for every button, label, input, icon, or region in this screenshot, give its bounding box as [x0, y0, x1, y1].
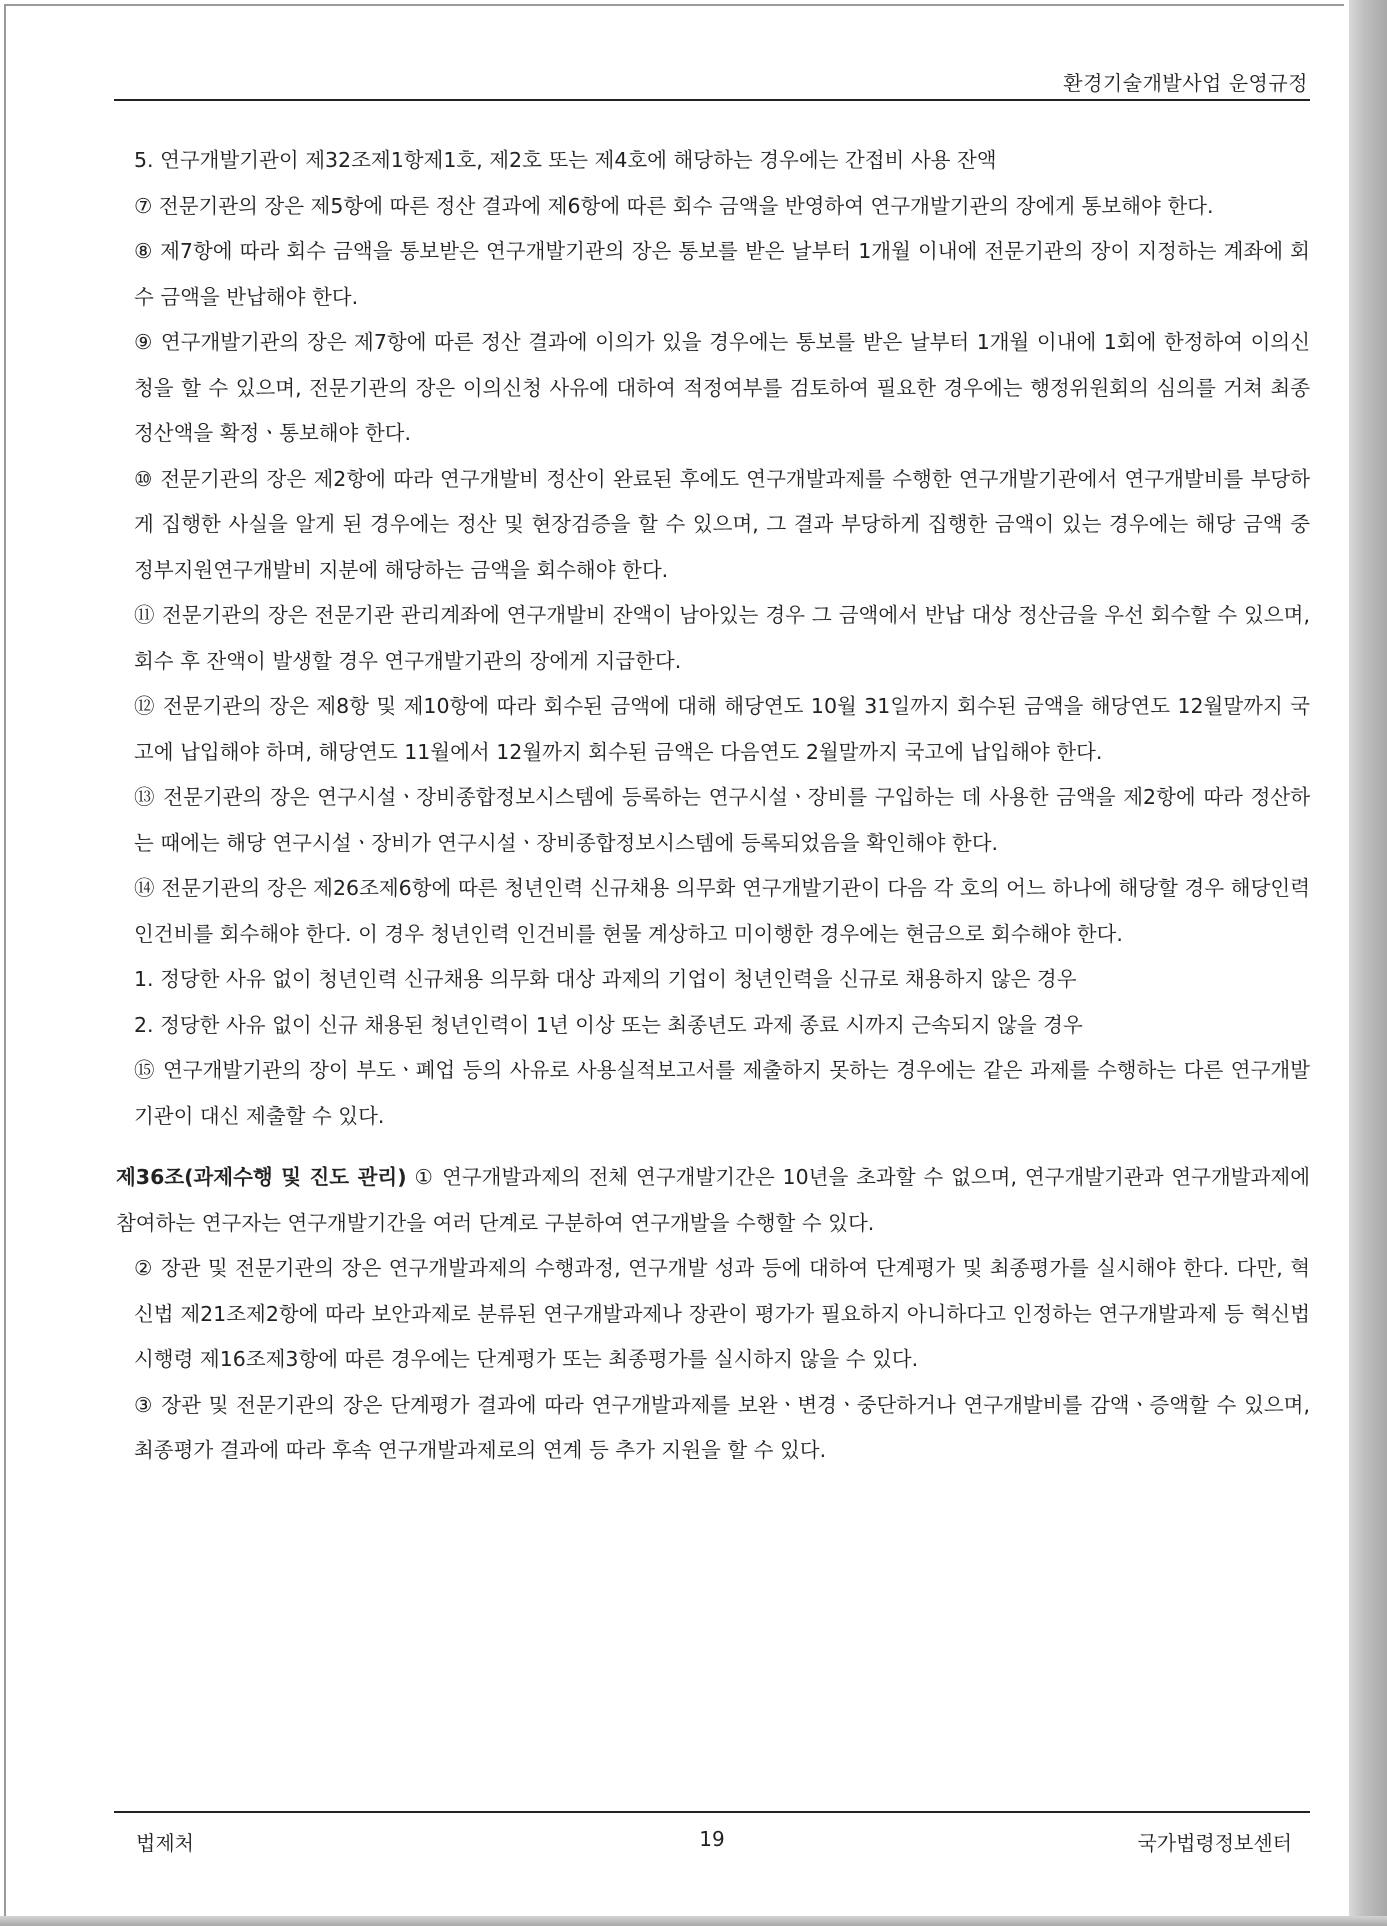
- page-edge-shadow-bottom: [0, 1916, 1387, 1926]
- paragraph: ⑧ 제7항에 따라 회수 금액을 통보받은 연구개발기관의 장은 통보를 받은 날부터 1개월 이내에 전문기관의 장이 지정하는 계좌에 회수 금액을 반납해야 한다.: [134, 239, 1310, 309]
- paragraph: ⑬ 전문기관의 장은 연구시설ㆍ장비종합정보시스템에 등록하는 연구시설ㆍ장비를 구입하는 데 사용한 금액을 제2항에 따라 정산하는 때에는 해당 연구시설ㆍ장비가 연구시설ㆍ장비종합정보시스템에 등록되었음을 확인해야 한다.: [134, 785, 1310, 855]
- paragraph: ⑮ 연구개발기관의 장이 부도ㆍ폐업 등의 사유로 사용실적보고서를 제출하지 못하는 경우에는 같은 과제를 수행하는 다른 연구개발기관이 대신 제출할 수 있다.: [134, 1058, 1310, 1128]
- footer-source: 국가법령정보센터: [1137, 1831, 1292, 1855]
- document-page: [4, 4, 1344, 1916]
- article-clause: ③ 장관 및 전문기관의 장은 단계평가 결과에 따라 연구개발과제를 보완ㆍ변경ㆍ중단하거나 연구개발비를 감액ㆍ증액할 수 있으며, 최종평가 결과에 따라 후속 연구개발과제로의 연계 등 추가 지원을 할 수 있다.: [134, 1392, 1310, 1462]
- article-clause: ② 장관 및 전문기관의 장은 연구개발과제의 수행과정, 연구개발 성과 등에 대하여 단계평가 및 최종평가를 실시해야 한다. 다만, 혁신법 제21조제2항에 따라 보안과제로 분류된 연구개발과제나 장관이 평가가 필요하지 아니하다고 인정하는 연구개발과제 등 혁신법 시행령 제16조제3항에 따른 경우에는 단계평가 또는 최종평가를 실시하지 않을 수 있다.: [134, 1256, 1310, 1371]
- document-body: [116, 138, 1310, 1474]
- paragraph: 1. 정당한 사유 없이 청년인력 신규채용 의무화 대상 과제의 기업이 청년인력을 신규로 채용하지 않은 경우: [134, 967, 1077, 991]
- section-gap: [134, 1139, 1310, 1155]
- page-header: [114, 61, 1310, 101]
- paragraph: ⑨ 연구개발기관의 장은 제7항에 따른 정산 결과에 이의가 있을 경우에는 통보를 받은 날부터 1개월 이내에 1회에 한정하여 이의신청을 할 수 있으며, 전문기관의 장은 이의신청 사유에 대하여 적정여부를 검토하여 필요한 경우에는 행정위원회의 심의를 거쳐 최종정산액을 확정ㆍ통보해야 한다.: [134, 330, 1310, 445]
- page-edge-shadow: [1349, 0, 1387, 1926]
- paragraph: 5. 연구개발기관이 제32조제1항제1호, 제2호 또는 제4호에 해당하는 경우에는 간접비 사용 잔액: [134, 148, 997, 172]
- article-36: [116, 1155, 1310, 1246]
- paragraph: ⑦ 전문기관의 장은 제5항에 따른 정산 결과에 제6항에 따른 회수 금액을 반영하여 연구개발기관의 장에게 통보해야 한다.: [134, 193, 1214, 218]
- footer-publisher: 법제처: [136, 1831, 194, 1855]
- article-clause-1: ① 연구개발과제의 전체 연구개발기간은 10년을 초과할 수 없으며, 연구개발기관과 연구개발과제에 참여하는 연구자는 연구개발기간을 여러 단계로 구분하여 연구개발을 수행할 수 있다.: [116, 1165, 1310, 1235]
- paragraph: ⑩ 전문기관의 장은 제2항에 따라 연구개발비 정산이 완료된 후에도 연구개발과제를 수행한 연구개발기관에서 연구개발비를 부당하게 집행한 사실을 알게 된 경우에는 정산 및 현장검증을 할 수 있으며, 그 결과 부당하게 집행한 금액이 있는 경우에는 해당 금액 중 정부지원연구개발비 지분에 해당하는 금액을 회수해야 한다.: [134, 466, 1310, 582]
- page-number: 19: [699, 1827, 725, 1851]
- paragraph: 2. 정당한 사유 없이 신규 채용된 청년인력이 1년 이상 또는 최종년도 과제 종료 시까지 근속되지 않을 경우: [134, 1012, 1083, 1037]
- paragraph: ⑫ 전문기관의 장은 제8항 및 제10항에 따라 회수된 금액에 대해 해당연도 10월 31일까지 회수된 금액을 해당연도 12월말까지 국고에 납입해야 하며, 해당연도 11월에서 12월까지 회수된 금액은 다음연도 2월말까지 국고에 납입해야 한다.: [134, 694, 1310, 764]
- page-footer: [114, 1811, 1310, 1863]
- header-title: 환경기술개발사업 운영규정: [1063, 71, 1308, 95]
- article-title: 제36조(과제수행 및 진도 관리): [116, 1165, 407, 1189]
- paragraph: ⑭ 전문기관의 장은 제26조제6항에 따른 청년인력 신규채용 의무화 연구개발기관이 다음 각 호의 어느 하나에 해당할 경우 해당인력 인건비를 회수해야 한다. 이 경우 청년인력 인건비를 현물 계상하고 미이행한 경우에는 현금으로 회수해야 한다.: [134, 876, 1310, 946]
- paragraph: ⑪ 전문기관의 장은 전문기관 관리계좌에 연구개발비 잔액이 남아있는 경우 그 금액에서 반납 대상 정산금을 우선 회수할 수 있으며, 회수 후 잔액이 발생할 경우 연구개발기관의 장에게 지급한다.: [134, 603, 1310, 673]
